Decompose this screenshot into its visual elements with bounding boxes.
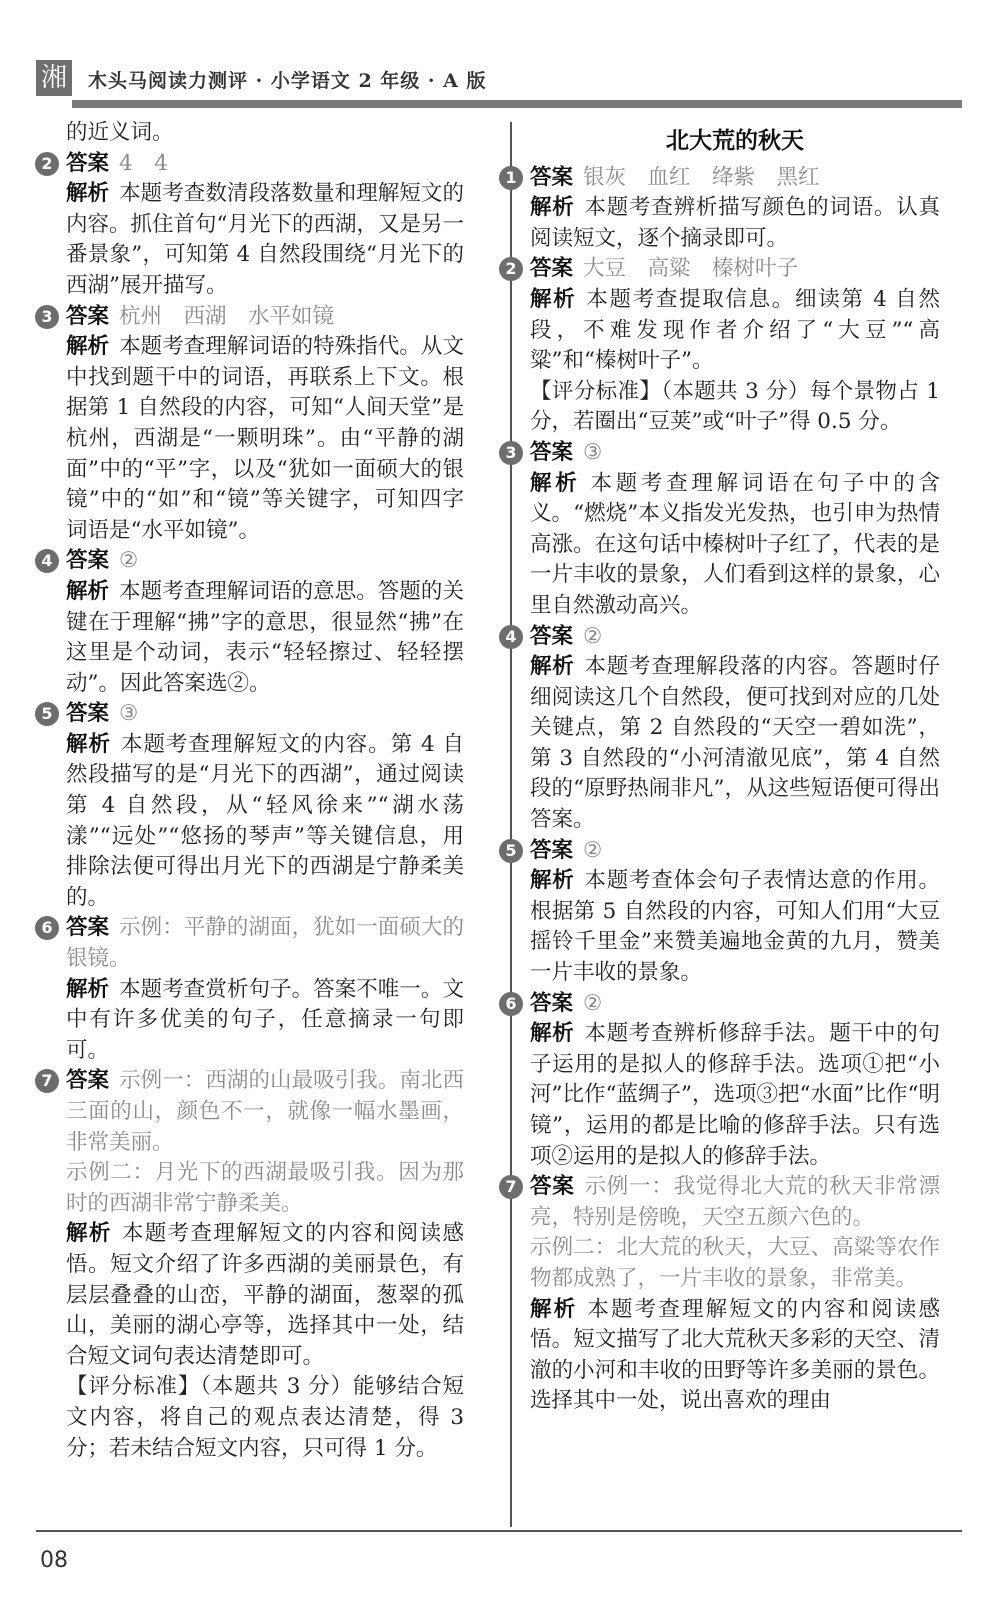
explanation-text: 本题考查理解词语的意思。答题的关键在于理解“拂”字的意思，很显然“拂”在这里是个动词，表示“轻轻擦过、轻轻摆动”。因此答案选②。 [66,578,464,696]
answer-text: 示例一：我觉得北大荒的秋天非常漂亮，特别是傍晚，天空五颜六色的。 [530,1174,940,1230]
page-number: 08 [40,1548,68,1573]
explanation-text: 本题考查理解词语的特殊指代。从文中找到题干中的词语，再联系上下文。根据第 1 自然段的内容，可知“人间天堂”是杭州，西湖是“一颗明珠”。由“平静的湖面”中的“平”字，以及“犹如一面硕大的银镜”中的“如”和“镜”等关键字，可知四字词语是“水平如镜”。 [66,334,464,543]
answer-text: ③ [583,439,603,465]
question-number: 3 [499,441,523,465]
answer-item-1 [505,163,940,255]
explanation-text: 本题考查体会句子表情达意的作用。根据第 5 自然段的内容，可知人们用“大豆摇铃千里金”来赞美遍地金黄的九月，赞美一片丰收的景象。 [530,868,940,986]
answer-label: 答案 [66,548,110,574]
answer-label: 答案 [530,623,574,649]
answer-item-6 [41,913,464,1066]
answer-label: 答案 [66,150,110,176]
right-column [505,118,940,1417]
answer-text: 银灰 血红 绛紫 黑红 [583,164,820,190]
answer-item-4 [505,622,940,836]
answer-label: 答案 [530,990,574,1016]
answer-label: 答案 [530,439,574,465]
answer-item-2 [505,254,940,438]
answer-item-3 [505,438,940,622]
answer-label: 答案 [66,303,110,329]
answer-item-6 [505,989,940,1173]
header-rule [72,100,962,108]
answer-text: ③ [119,701,139,727]
question-number: 1 [499,166,523,190]
question-number: 4 [35,549,59,573]
answer-item-2 [41,149,464,302]
explanation-text: 本题考查理解短文的内容和阅读感悟。短文介绍了许多西湖的美丽景色，有层层叠叠的山峦，平静的湖面，葱翠的孤山，美丽的湖心亭等，选择其中一处，结合短文词句表达清楚即可。 [66,1221,464,1369]
answer-label: 答案 [530,1174,575,1200]
answer-item-5 [505,836,940,989]
explanation-label: 解析 [530,195,575,221]
explanation-text: 本题考查提取信息。细读第 4 自然段，不难发现作者介绍了“大豆”“高粱”和“榛树叶子”。 [530,286,940,374]
answer-item-4 [41,546,464,699]
question-number: 6 [35,916,59,940]
answer-label: 答案 [530,164,574,190]
explanation-label: 解析 [530,1021,575,1047]
continued-text: 的近义词。 [66,120,174,145]
explanation-label: 解析 [66,731,111,757]
answer-item-5 [41,699,464,913]
explanation-label: 解析 [530,868,575,894]
explanation-text: 本题考查辨析修辞手法。题干中的句子运用的是拟人的修辞手法。选项①把“小河”比作“蓝绸子”，选项③把“水面”比作“明镜”，运用的都是比喻的修辞手法。只有选项②运用的是拟人的修辞手法。 [530,1021,940,1169]
answer-label: 答案 [530,837,574,863]
answer-text: 示例：平静的湖面，犹如一面硕大的银镜。 [66,915,464,972]
explanation-label: 解析 [66,334,110,360]
explanation-label: 解析 [66,1221,112,1247]
answer-text: ② [583,623,603,649]
explanation-text: 本题考查赏析句子。答案不唯一。文中有许多优美的句子，任意摘录一句即可。 [66,976,464,1063]
explanation-label: 解析 [530,1296,578,1322]
scoring-standard: 【评分标准】（本题共 3 分）每个景物占 1 分，若圈出“豆荚”或“叶子”得 0.5 分。 [530,378,940,435]
question-number: 7 [499,1175,523,1199]
left-column [41,118,464,1464]
answer-text: ② [119,548,139,574]
explanation-text: 本题考查辨析描写颜色的词语。认真阅读短文，逐个摘录即可。 [530,195,940,251]
answer-item-3 [41,302,464,547]
footer-rule [36,1530,962,1532]
answer-label: 答案 [66,701,110,727]
answer-text: ② [583,837,603,863]
explanation-text: 本题考查理解短文的内容和阅读感悟。短文描写了北大荒秋天多彩的天空、清澈的小河和丰收的田野等许多美丽的景色。选择其中一处，说出喜欢的理由 [530,1296,940,1414]
explanation-label: 解析 [530,470,581,496]
answer-item-7 [41,1066,464,1464]
book-title: 木头马阅读力测评 · 小学语文 2 年级 · A 版 [88,70,487,92]
answer-text: 示例一：西湖的山最吸引我。南北西三面的山，颜色不一，就像一幅水墨画，非常美丽。 [66,1068,464,1155]
question-number: 5 [499,839,523,863]
question-number: 2 [35,152,59,176]
question-number: 4 [499,625,523,649]
answer-label: 答案 [530,256,574,282]
explanation-text: 本题考查理解短文的内容。第 4 自然段描写的是“月光下的西湖”，通过阅读第 4 自然段，从“轻风徐来”“湖水荡漾”“远处”“悠扬的琴声”等关键信息，用排除法便可得出月光下的西湖是宁静柔美的。 [66,731,464,910]
scoring-standard: 【评分标准】（本题共 3 分）能够结合短文内容，将自己的观点表达清楚，得 3 分；若未结合短文内容，只可得 1 分。 [66,1374,464,1461]
answer-item-7 [505,1172,940,1417]
page-header [36,60,962,100]
column-divider [510,122,512,1527]
answer-text: 大豆 高粱 榛树叶子 [583,256,799,282]
answer-text-example-2: 示例二：北大荒的秋天，大豆、高粱等农作物都成熟了，一片丰收的景象，非常美。 [530,1235,940,1291]
explanation-label: 解析 [66,976,110,1002]
answer-text: 杭州 西湖 水平如镜 [119,303,335,329]
explanation-label: 解析 [530,654,575,680]
question-number: 6 [499,992,523,1016]
section-title: 北大荒的秋天 [666,128,804,154]
question-number: 2 [499,257,523,281]
answer-label: 答案 [66,915,110,941]
explanation-text: 本题考查理解段落的内容。答题时仔细阅读这几个自然段，便可找到对应的几处关键点，第 2 自然段的“天空一碧如洗”，第 3 自然段的“小河清澈见底”，第 4 自然段的“原野热闹非凡”，从这些短语便可得出答案。 [530,654,940,833]
explanation-text: 本题考查数清段落数量和理解短文的内容。抓住首句“月光下的西湖，又是另一番景象”，可知第 4 自然段围绕“月光下的西湖”展开描写。 [66,181,464,298]
explanation-text: 本题考查理解词语在句子中的含义。“燃烧”本义指发光发热，也引申为热情高涨。在这句话中榛树叶子红了，代表的是一片丰收的景象，人们看到这样的景象，心里自然激动高兴。 [530,470,940,618]
question-number: 5 [35,702,59,726]
question-number: 7 [35,1069,59,1093]
explanation-label: 解析 [66,578,110,604]
answer-text: ② [583,990,603,1016]
answer-text-example-2: 示例二：月光下的西湖最吸引我。因为那时的西湖非常宁静柔美。 [66,1160,464,1216]
question-number: 3 [35,305,59,329]
answer-label: 答案 [66,1068,110,1094]
province-badge: 湘 [36,60,72,96]
answer-text: 4 4 [119,150,168,176]
explanation-label: 解析 [530,286,577,312]
explanation-label: 解析 [66,181,110,207]
